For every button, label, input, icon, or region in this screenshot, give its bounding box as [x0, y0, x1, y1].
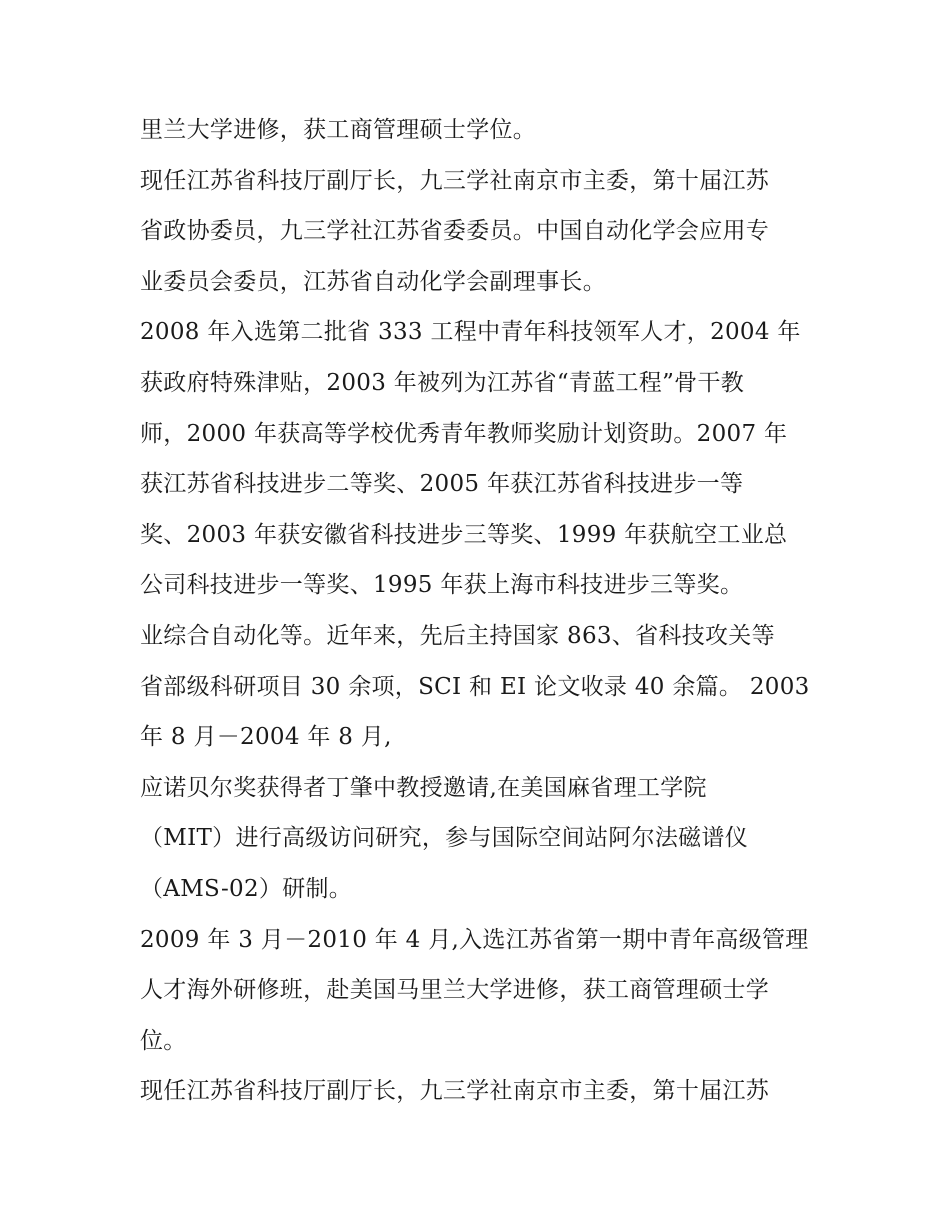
text-line-17: 2009 年 3 月－2010 年 4 月,入选江苏省第一期中青年高级管理 — [140, 927, 809, 953]
text-line-15: （MIT）进行高级访问研究，参与国际空间站阿尔法磁谱仪 — [140, 825, 749, 851]
text-line-16: （AMS-02）研制。 — [140, 876, 353, 902]
text-line-4: 业委员会委员，江苏省自动化学会副理事长。 — [140, 269, 606, 295]
text-line-13: 年 8 月－2004 年 8 月, — [140, 724, 392, 750]
text-line-2: 现任江苏省科技厅副厅长，九三学社南京市主委，第十届江苏 — [140, 168, 770, 194]
text-line-14: 应诺贝尔奖获得者丁肇中教授邀请,在美国麻省理工学院 — [140, 775, 707, 801]
text-line-20: 现任江苏省科技厅副厅长，九三学社南京市主委，第十届江苏 — [140, 1078, 770, 1104]
text-line-6: 获政府特殊津贴，2003 年被列为江苏省“青蓝工程”骨干教 — [140, 370, 745, 396]
text-line-18: 人才海外研修班，赴美国马里兰大学进修，获工商管理硕士学 — [140, 977, 770, 1003]
text-line-12: 省部级科研项目 30 余项，SCI 和 EI 论文收录 40 余篇。 2003 — [140, 674, 810, 700]
text-line-7: 师，2000 年获高等学校优秀青年教师奖励计划资助。2007 年 — [140, 421, 788, 447]
text-line-1: 里兰大学进修，获工商管理硕士学位。 — [140, 117, 537, 143]
text-line-5: 2008 年入选第二批省 333 工程中青年科技领军人才，2004 年 — [140, 319, 801, 345]
text-line-19: 位。 — [140, 1028, 187, 1054]
text-line-9: 奖、2003 年获安徽省科技进步三等奖、1999 年获航空工业总 — [140, 522, 788, 548]
text-line-8: 获江苏省科技进步二等奖、2005 年获江苏省科技进步一等 — [140, 471, 744, 497]
text-line-3: 省政协委员，九三学社江苏省委委员。中国自动化学会应用专 — [140, 218, 770, 244]
text-line-11: 业综合自动化等。近年来，先后主持国家 863、省科技攻关等 — [140, 623, 775, 649]
text-line-10: 公司科技进步一等奖、1995 年获上海市科技进步三等奖。 — [140, 572, 744, 598]
